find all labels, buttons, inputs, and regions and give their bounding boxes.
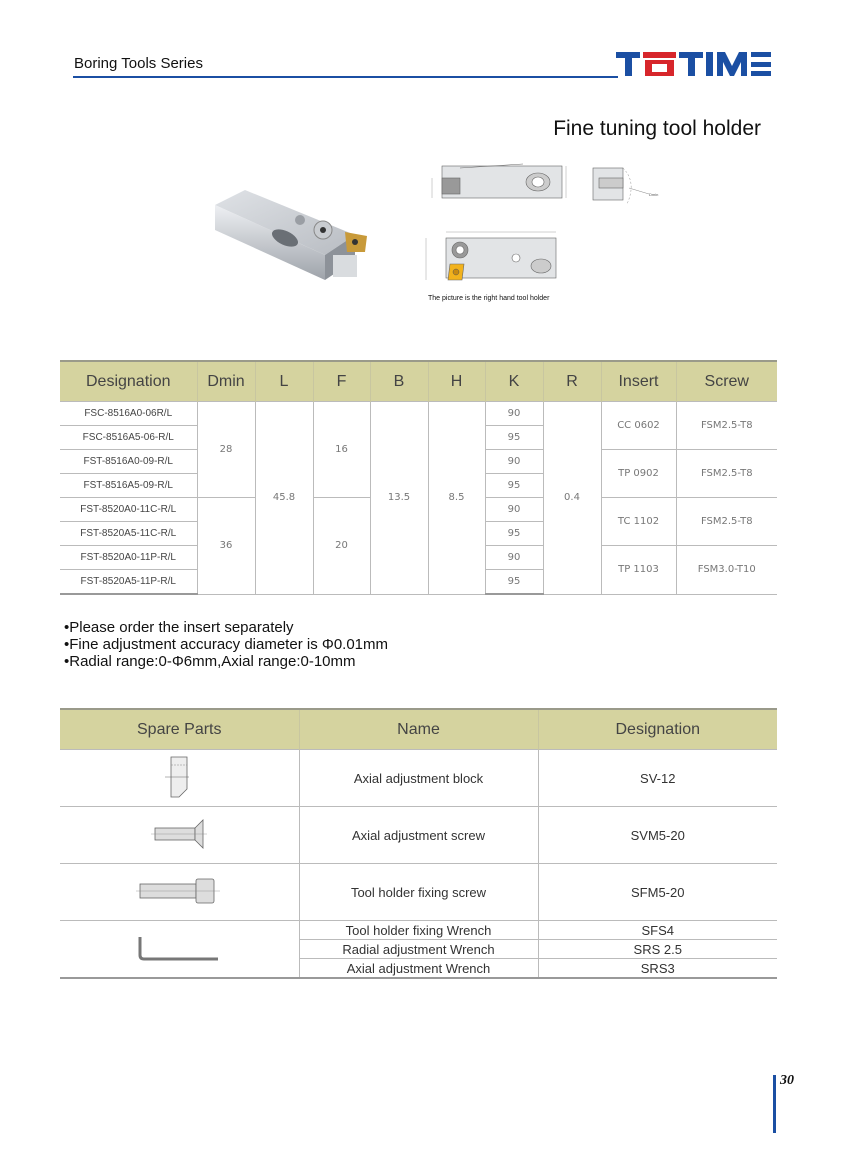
col-f: F [313, 361, 370, 402]
col-insert: Insert [601, 361, 676, 402]
notes [64, 619, 388, 670]
col-designation: Designation [60, 361, 197, 402]
designation-cell: FSC-8516A0-06R/L [60, 402, 197, 426]
table-row [60, 402, 777, 426]
col-k: K [485, 361, 543, 402]
top-view-drawing [418, 228, 560, 290]
series-title: Boring Tools Series [74, 55, 203, 72]
page-number-bar [773, 1075, 776, 1133]
col-spare-parts: Spare Parts [60, 709, 299, 750]
page-number: 30 [780, 1073, 794, 1088]
k-cell: 90 [485, 498, 543, 522]
designation-cell: FST-8516A0-09-R/L [60, 450, 197, 474]
l-cell: 45.8 [255, 402, 313, 595]
k-cell: 90 [485, 450, 543, 474]
spec-table [60, 360, 777, 595]
col-b: B [370, 361, 428, 402]
parts-header-row [60, 709, 777, 750]
part-name: Axial adjustment screw [299, 807, 538, 864]
hex-key-wrench-icon [134, 933, 224, 963]
dmin-cell: 36 [197, 498, 255, 595]
part-name: Tool holder fixing screw [299, 864, 538, 921]
part-name: Tool holder fixing Wrench [299, 921, 538, 940]
designation-cell: FST-8520A0-11P-R/L [60, 546, 197, 570]
adjustment-block-icon [159, 753, 199, 801]
screw-cell: FSM2.5-T8 [676, 498, 777, 546]
screw-cell: FSM2.5-T8 [676, 402, 777, 450]
dmin-label: Dmin [649, 192, 659, 197]
k-cell: 90 [485, 402, 543, 426]
f-cell: 20 [313, 498, 370, 595]
note-item: •Please order the insert separately [64, 619, 294, 636]
part-designation: SVM5-20 [538, 807, 777, 864]
insert-cell: TC 1102 [601, 498, 676, 546]
f-cell: 16 [313, 402, 370, 498]
designation-cell: FST-8516A5-09-R/L [60, 474, 197, 498]
note-item: •Fine adjustment accuracy diameter is Φ0.01mm [64, 636, 389, 653]
r-cell: 0.4 [543, 402, 601, 595]
tool-holder-photo [205, 160, 375, 285]
designation-cell: FST-8520A0-11C-R/L [60, 498, 197, 522]
spec-header-row [60, 361, 777, 402]
col-name: Name [299, 709, 538, 750]
header-rule [73, 76, 618, 78]
socket-head-screw-icon [134, 873, 224, 909]
col-designation: Designation [538, 709, 777, 750]
part-designation: SFS4 [538, 921, 777, 940]
screw-cell: FSM3.0-T10 [676, 546, 777, 595]
part-image-cell [60, 750, 299, 807]
designation-cell: FSC-8516A5-06-R/L [60, 426, 197, 450]
table-row [60, 807, 777, 864]
part-image-cell [60, 807, 299, 864]
h-cell: 8.5 [428, 402, 485, 595]
k-cell: 95 [485, 522, 543, 546]
designation-cell: FST-8520A5-11C-R/L [60, 522, 197, 546]
part-designation: SRS3 [538, 959, 777, 979]
countersunk-screw-icon [149, 816, 209, 852]
part-designation: SFM5-20 [538, 864, 777, 921]
k-cell: 95 [485, 426, 543, 450]
part-name: Axial adjustment Wrench [299, 959, 538, 979]
col-screw: Screw [676, 361, 777, 402]
col-l: L [255, 361, 313, 402]
page-title: Fine tuning tool holder [553, 117, 761, 140]
table-row [60, 750, 777, 807]
part-name: Axial adjustment block [299, 750, 538, 807]
totime-logo [616, 50, 771, 78]
part-designation: SRS 2.5 [538, 940, 777, 959]
b-cell: 13.5 [370, 402, 428, 595]
insert-cell: TP 0902 [601, 450, 676, 498]
part-image-cell [60, 921, 299, 979]
part-name: Radial adjustment Wrench [299, 940, 538, 959]
figure-caption: The picture is the right hand tool holder [428, 295, 550, 302]
k-cell: 90 [485, 546, 543, 570]
dmin-cell: 28 [197, 402, 255, 498]
col-r: R [543, 361, 601, 402]
part-designation: SV-12 [538, 750, 777, 807]
table-row [60, 864, 777, 921]
table-row [60, 921, 777, 940]
end-view-drawing [585, 162, 665, 210]
insert-cell: TP 1103 [601, 546, 676, 595]
side-view-drawing [428, 160, 568, 210]
spare-parts-table [60, 708, 777, 979]
part-image-cell [60, 864, 299, 921]
k-cell: 95 [485, 474, 543, 498]
note-item: •Radial range:0-Φ6mm,Axial range:0-10mm [64, 653, 356, 670]
insert-cell: CC 0602 [601, 402, 676, 450]
col-dmin: Dmin [197, 361, 255, 402]
col-h: H [428, 361, 485, 402]
screw-cell: FSM2.5-T8 [676, 450, 777, 498]
designation-cell: FST-8520A5-11P-R/L [60, 570, 197, 595]
k-cell: 95 [485, 570, 543, 595]
